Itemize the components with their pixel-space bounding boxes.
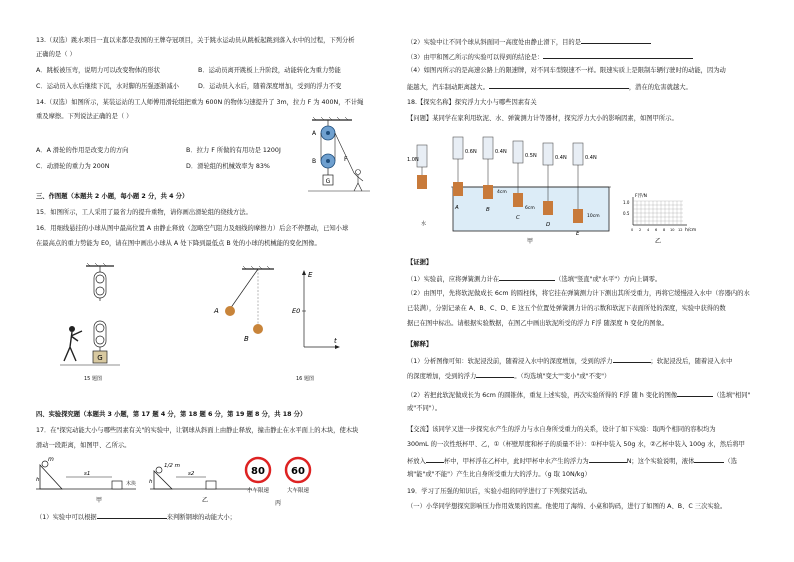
q17-caption-bing: 丙: [274, 500, 282, 507]
q18-exchange-line3-a: 杯放入: [407, 458, 426, 465]
q18-water-label: 水: [421, 221, 427, 227]
q17-caption-jia: 甲: [96, 497, 103, 504]
q16-point-a-label: A: [214, 307, 219, 315]
q16-axis-e-label: E: [308, 271, 313, 279]
q18-evidence-1-suffix: （选填"竖直"或"水平"）方向上调零。: [555, 276, 662, 283]
q17-sub3: [407, 52, 693, 62]
q18-exchange-line4: 填"能"或"不能"）产生比自身所受重力大的浮力。（g 取 10N/kg）: [407, 471, 591, 478]
speed-limit-sign-truck-value: 60: [291, 466, 305, 477]
q18-caption-jia: 甲: [527, 238, 534, 245]
q18-evidence-2-line2: 已装满），分别记录在 A、B、C、D、E 这五个位置处弹簧测力计的示数和软泥下表面所处的深度，实验中获得的数: [407, 305, 726, 312]
q18-exchange-line3-b: 杯中，甲杯浮在乙杯中，此时甲杯中水产生的浮力为: [443, 458, 589, 465]
q17-sub4-line2-prefix: 能越大，汽车制动距离越大。: [407, 84, 489, 91]
q18-exchange-line3-d: （选: [724, 458, 737, 465]
q18-reading-e: 0.4N: [585, 155, 597, 161]
q18-analysis-2-line2: 或"不同"）。: [407, 405, 442, 412]
q18-analysis-1-suffix: ；软泥浸没后，随着浸入水中: [650, 358, 733, 365]
q17-sub2-text: （2）实验中让不同个球从斜面同一高度处由静止滑下，目的是: [407, 39, 582, 46]
left-column: [0, 0, 380, 562]
q17-sub1-blank[interactable]: [97, 512, 167, 519]
q13-stem-line2: 正确的是（ ）: [36, 51, 76, 58]
q16-stem-line2: 在最高点的重力势能为 E0，请在图中画出小球从 A 处下降到最低点 B 处的小球的机械能的变化图像。: [36, 240, 321, 247]
q18-grid-x-tick-12: 12: [678, 228, 683, 232]
q18-analysis-1-line1: [407, 356, 732, 366]
q18-label-b: B: [486, 207, 490, 213]
q19-stem-line2: （一）小华同学想探究影响压力作用效果的因素。他使用了海绵、小桌和钩码，进行了如图的 A、B、C 三次实验。: [407, 503, 727, 510]
q18-analysis-1-line2-prefix: 的深度增加，受到的浮力: [407, 373, 477, 380]
q16-axis-e0-label: E0: [292, 307, 301, 315]
q17-stem-line2: 滑动一段距离，如图甲、乙所示。: [36, 442, 131, 449]
q14-option-c: C．动滑轮的重力为 200N: [36, 163, 110, 170]
q14-option-a: A．A 滑轮的作用是改变力的方向: [36, 147, 129, 154]
right-column: [397, 0, 777, 562]
section3-title: 三、作图题（本题共 2 小题，每小题 2 分，共 4 分）: [36, 193, 189, 200]
q16-caption: 16 题图: [296, 376, 314, 382]
q17-sub4-line1: （4）如图丙所示的是高速公路上的限速牌，对不同车型限速不一样。限速实质上是限制车辆行驶时的动能，因为动: [407, 67, 726, 74]
q16-stem-line1: 16．用细线悬挂的小球从图中最高位置 A 由静止释放（忽略空气阻力及细线的摩擦力）后会不停摆动，已知小球: [36, 225, 349, 232]
q18-grid-x-tick-4: 4: [647, 228, 650, 232]
q18-title: 18.【探究名称】探究浮力大小与哪些因素有关: [407, 99, 537, 106]
q16-axis-t-label: t: [334, 337, 337, 345]
q18-exchange-blank-force[interactable]: [589, 456, 627, 463]
q18-grid-x-tick-10: 10: [670, 228, 675, 232]
q18-label-a: A: [455, 205, 459, 211]
q18-evidence-2-line3: 据已在图中标出。请根据实验数据，在图乙中画出软泥所受的浮力 F浮 随深度 h 变化的图象。: [407, 320, 669, 327]
q18-reading-d: 0.4N: [555, 155, 567, 161]
q17-block-label: 木块: [126, 481, 137, 487]
q18-grid-y-tick-1: 1.0: [623, 200, 630, 205]
q13-option-a: A．跳板被压弯，说明力可以改变物体的形状: [36, 67, 160, 74]
q18-grid-x-tick-2: 2: [639, 228, 642, 232]
q17-sub1-suffix: 来判断钢球的动能大小；: [166, 514, 236, 521]
q18-problem: 【问题】某同学在家利用软泥、水、弹簧测力计等器材，探究浮力大小的影响因素，如图甲所示。: [407, 115, 678, 122]
q17-height-label-yi: h: [149, 479, 153, 485]
q18-depth-e: 10cm: [587, 214, 600, 219]
q14-stem-line1: 14.（双选）如图所示，某装运站的工人师傅用滑轮组把重为 600N 的物体匀速提升了 3m，拉力 F 为 400N，不计绳: [36, 99, 364, 106]
q18-label-e: E: [576, 231, 580, 237]
speed-limit-sign-car-label: 小车限速: [246, 488, 270, 494]
q17-speed-signs: [240, 455, 320, 510]
q17-sub4-line2: [407, 82, 692, 92]
q17-mass-label-jia: m: [48, 456, 54, 463]
q18-grid-x-tick-0: 0: [631, 228, 634, 232]
q17-mass-label-yi: 1/2 m: [164, 463, 180, 469]
q14-pulley-b-label: B: [312, 158, 317, 165]
q19-stem-line1: 19．学习了压强的知识后，实验小组的同学进行了下列探究活动。: [407, 488, 592, 495]
q16-point-b-label: B: [244, 335, 249, 343]
q18-reading-initial: 1.0N: [407, 157, 419, 163]
q18-analysis-heading: 【解释】: [407, 341, 433, 348]
q18-exchange-blank-cup[interactable]: [426, 456, 444, 463]
q14-stem-line2: 重及摩擦。下列说法正确的是（ ）: [36, 113, 133, 120]
q14-pulley-figure: [308, 117, 374, 193]
q18-grid-y-label: F浮/N: [635, 194, 647, 199]
q14-option-d: D．滑轮组的机械效率为 83%: [186, 163, 270, 170]
q18-evidence-1-prefix: （1）实验前，应将弹簧测力计在: [407, 276, 500, 283]
q14-weight-label: G: [325, 178, 331, 185]
q18-evidence-1-blank[interactable]: [499, 274, 555, 281]
q17-incline-figures: [36, 455, 254, 505]
q18-exchange-line3-c: N；这个实验说明，液体: [626, 458, 695, 465]
q18-exchange-line3: [407, 456, 737, 466]
q17-sub3-text: （3）由甲和图乙所示的实验可以得到的结论是：: [407, 54, 544, 61]
q13-stem-line1: 13.（双选）跳水项目一直以来都是我国的王牌夺冠项目，关于跳水运动员从跳板起跳到落入水中的过程，下列分析: [36, 37, 355, 44]
q18-exchange-blank-can[interactable]: [694, 456, 724, 463]
q18-grid-y-tick-05: 0.5: [623, 211, 630, 216]
q18-grid-x-label: h/cm: [685, 228, 697, 233]
section4-title: 四、实验探究题（本题共 3 小题，第 17 题 4 分，第 18 题 6 分，第 19 题 8 分，共 18 分）: [36, 411, 307, 418]
q17-sub1: [36, 512, 236, 522]
q18-buoyancy-figure: [407, 127, 777, 247]
q17-distance-label-jia: s1: [84, 471, 91, 477]
q18-depth-d: 6cm: [525, 206, 535, 211]
q16-figure: [200, 265, 340, 370]
q18-grid-chart[interactable]: [633, 197, 687, 225]
q13-option-b: B．运动员离开跳板上升阶段，动能转化为重力势能: [198, 67, 341, 74]
q18-analysis-1-line2-suffix: 。（均选填"变大""变小"或"不变"）: [514, 373, 611, 380]
q18-depth-b: 4cm: [497, 190, 507, 195]
q18-evidence-1: [407, 274, 661, 284]
q13-option-c: C．运动员入水后继续下沉，水对脚的压强逐渐减小: [36, 83, 179, 90]
q18-evidence-heading: 【证据】: [407, 259, 433, 266]
q17-sub2: [407, 37, 651, 47]
q18-evidence-2-line1: （2）由图甲，先将软泥做成长 6cm 的圆柱体，将它挂在弹簧测力计下测出其所受重力，再将它缓慢浸入水中（容器内的水: [407, 290, 750, 297]
q18-analysis-1-blank-a[interactable]: [613, 356, 651, 363]
q18-analysis-1-blank-b[interactable]: [476, 371, 514, 378]
q18-analysis-2-line1: [407, 390, 751, 400]
q15-weight-label: G: [97, 354, 103, 362]
q18-label-c: C: [516, 215, 520, 221]
q13-option-d: D．运动员入水后，随着深度增加，受到的浮力不变: [198, 83, 342, 90]
q18-exchange-line1: 【交流】该同学又进一步探究水产生的浮力与水自身所受重力的关系，设计了如下实验：取两个相同的容积均为: [407, 426, 716, 433]
q14-option-b: B．拉力 F 所做的有用功是 1200J: [186, 147, 281, 154]
q14-force-label: F: [344, 156, 348, 163]
q18-analysis-1-line2: [407, 371, 610, 381]
q18-caption-yi: 乙: [655, 238, 662, 245]
q15-figure: [60, 263, 130, 373]
q18-analysis-2-prefix: （2）若把此软泥做成长为 6cm 的圆锥体，重复上述实验，再次实验所得的 F浮 随 h 变化的图像: [407, 392, 678, 399]
q14-pulley-a-label: A: [312, 130, 317, 137]
q15-caption: 15 题图: [84, 376, 102, 382]
q17-sub4-blank[interactable]: [489, 82, 629, 89]
q18-exchange-line2: 300mL 的一次性纸杯甲、乙，①（杯壁厚度和杯子的质量不计）：①杯中装入 50g 水，②乙杯中装入 100g 水，然后将甲: [407, 441, 745, 448]
q17-height-label-jia: h: [36, 477, 40, 483]
q18-analysis-2-suffix: （选填"相同": [713, 392, 751, 399]
q17-distance-label-yi: s2: [188, 471, 195, 477]
speed-limit-sign-truck-label: 大车限速: [286, 488, 310, 494]
q17-sub2-blank[interactable]: [581, 37, 651, 44]
q17-caption-yi: 乙: [202, 497, 209, 504]
q17-sub4-line2-suffix: ，潜在的危害就越大。: [628, 84, 692, 91]
q18-grid-x-tick-6: 6: [655, 228, 658, 232]
q15-stem: 15．如图所示，工人采用了最省力的提升重物，请你画出滑轮组的绕线方法。: [36, 209, 252, 216]
q18-reading-a: 0.6N: [465, 149, 477, 155]
q18-analysis-2-blank[interactable]: [677, 390, 713, 397]
q18-label-d: D: [546, 222, 551, 228]
q18-grid-x-tick-8: 8: [663, 228, 666, 232]
q17-stem-line1: 17．在"探究动能大小与哪些因素有关"的实验中，让钢球从斜面上由静止释放，撞击静止在水平面上的木块，使木块: [36, 427, 359, 434]
q17-sub3-blank[interactable]: [543, 52, 693, 59]
q18-analysis-1-prefix: （1）分析图像可知：软泥浸没前，随着浸入水中的深度增加，受到的浮力: [407, 358, 613, 365]
q18-reading-b: 0.4N: [495, 149, 507, 155]
q18-reading-c: 0.5N: [525, 153, 537, 159]
q17-sub1-prefix: （1）实验中可以根据: [36, 514, 97, 521]
speed-limit-sign-car-value: 80: [251, 466, 265, 477]
